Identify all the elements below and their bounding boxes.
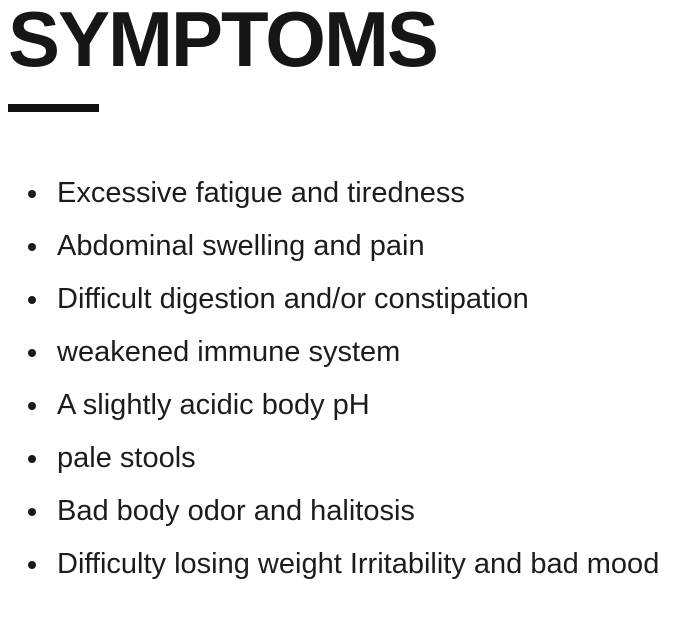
page-title: SYMPTOMS <box>8 0 437 83</box>
bullet-icon <box>28 561 36 569</box>
list-item-text: Abdominal swelling and pain <box>57 230 425 262</box>
list-item-text: Excessive fatigue and tiredness <box>57 177 465 209</box>
list-item-text: pale stools <box>57 442 196 474</box>
list-item-text: Bad body odor and halitosis <box>57 495 415 527</box>
bullet-icon <box>28 296 36 304</box>
title-underline <box>8 104 99 112</box>
list-item-text: weakened immune system <box>57 336 401 368</box>
list-item <box>28 273 669 326</box>
list-item <box>28 538 669 591</box>
bullet-icon <box>28 243 36 251</box>
list-item <box>28 326 669 379</box>
bullet-icon <box>28 349 36 357</box>
bullet-icon <box>28 508 36 516</box>
symptoms-list <box>0 167 679 591</box>
list-item-text: A slightly acidic body pH <box>57 389 370 421</box>
list-item <box>28 379 669 432</box>
list-item <box>28 432 669 485</box>
bullet-icon <box>28 190 36 198</box>
list-item <box>28 485 669 538</box>
list-item <box>28 167 669 220</box>
bullet-icon <box>28 455 36 463</box>
bullet-icon <box>28 402 36 410</box>
list-item-text: Difficulty losing weight Irritability and bad mood <box>57 548 660 580</box>
list-item <box>28 220 669 273</box>
list-item-text: Difficult digestion and/or constipation <box>57 283 529 315</box>
